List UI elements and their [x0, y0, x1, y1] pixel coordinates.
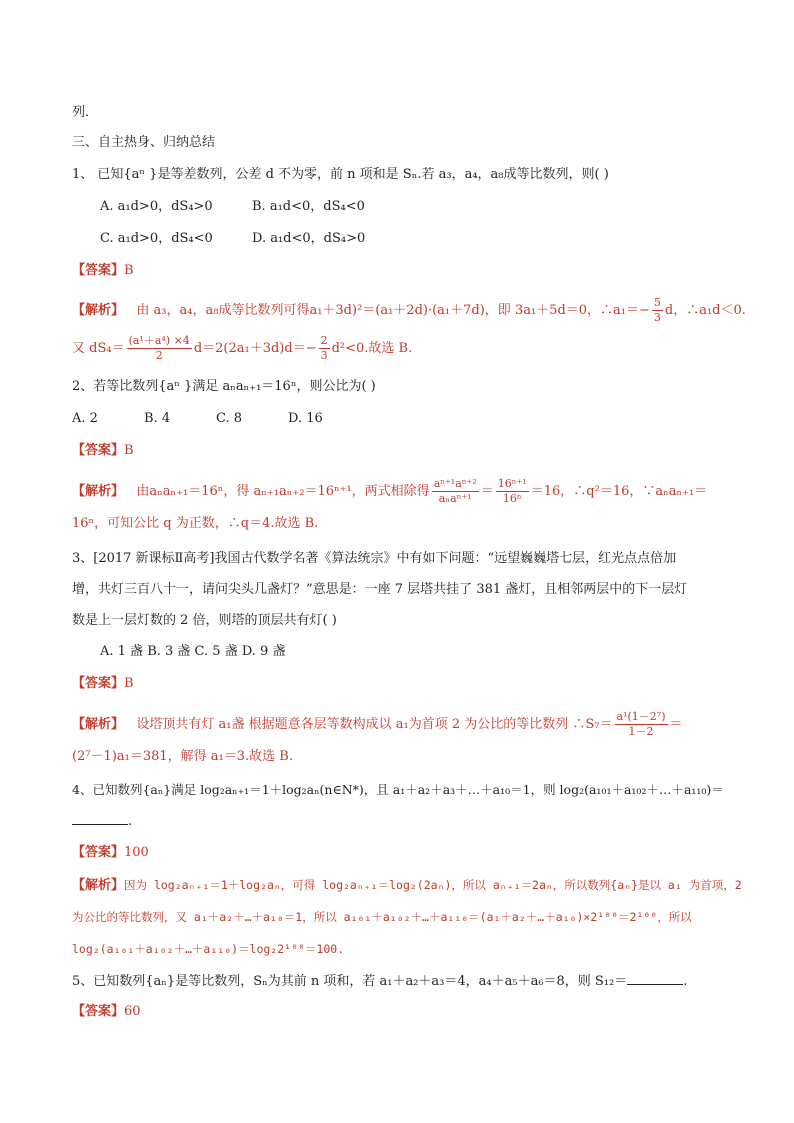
fraction-denominator: 1－2 [628, 725, 654, 738]
analysis-text: 由 a₃，a₄，a₈成等比数列可得a₁＋3d)²＝(a₁＋2d)·(a₁＋7d)，即 3a₁＋5d＝0，∴a₁＝− [136, 303, 650, 318]
q2-option-c: C. 8 [216, 411, 243, 426]
fraction-numerator: 16ⁿ⁺¹ [497, 477, 527, 490]
q5-stem [72, 972, 734, 992]
analysis-text: ＝ [669, 717, 683, 732]
q1-stem: 1、 已知{aⁿ }是等差数列，公差 d 不为零，前 n 项和是 Sₙ.若 a₃，a₄，a₈成等比数列，则( ) [72, 167, 609, 182]
q3-analysis-line-1 [72, 710, 734, 739]
continuation-text: 列． [72, 105, 99, 120]
analysis-text: d＝2(2a₁＋3d)d＝− [193, 341, 317, 356]
answer-blank[interactable] [627, 972, 683, 985]
q1-analysis-line-1 [72, 296, 746, 325]
analysis-tag: 【解析】 [72, 717, 125, 732]
q1-option-a: A. a₁d>0，dS₄>0 [100, 199, 213, 214]
q4-stem-line-2 [72, 812, 734, 832]
analysis-tag: 【解析】 [72, 878, 125, 893]
q2-option-b: B. 4 [144, 411, 171, 426]
answer-tag: 【答案】 [72, 676, 125, 691]
q1-option-c: C. a₁d>0，dS₄<0 [100, 231, 213, 246]
answer-value: 100 [124, 845, 149, 860]
q2-stem: 2、若等比数列{aⁿ }满足 aₙaₙ₊₁＝16ⁿ，则公比为( ) [72, 379, 376, 394]
q3-stem-line-2: 增，共灯三百八十一，请问尖头几盏灯？”意思是：一座 7 层塔共挂了 381 盏灯，且相邻两层中的下一层灯 [72, 582, 688, 597]
fraction [127, 334, 192, 363]
q1-analysis-line-2 [72, 334, 734, 363]
q1-answer [72, 261, 734, 281]
q2-answer [72, 441, 734, 461]
q3-stem-line-3: 数是上一层灯数的 2 倍，则塔的顶层共有灯( ) [72, 613, 337, 628]
fraction-denominator: aₙaⁿ⁺¹ [438, 492, 472, 505]
q4-answer [72, 843, 734, 863]
fraction [652, 296, 663, 325]
fraction-numerator: 2 [320, 334, 328, 347]
q2-analysis-line-1: 【解析】 由aₙaₙ₊₁＝16ⁿ，得 aₙ₊₁aₙ₊₂＝16ⁿ⁺¹，两式相除得 $\frac{\text{aⁿ⁺¹aⁿ⁺²}}{\text{aₙaⁿ⁺¹}}$ ＝ $\frac{\text{16ⁿ⁺¹}}{\text{16ⁿ}}$ ＝16，∴q²＝16，∵aₙaₙ₊₁＝ [72, 477, 708, 505]
q5-stem-text: 5、已知数列{aₙ}是等比数列，Sₙ为其前 n 项和，若 a₁＋a₂＋a₃＝4，a₄＋a₅＋a₆＝8，则 S₁₂＝ [72, 974, 628, 989]
fraction [496, 477, 529, 506]
analysis-text: 由aₙaₙ₊₁＝16ⁿ，得 aₙ₊₁aₙ₊₂＝16ⁿ⁺¹，两式相除得 [136, 484, 430, 499]
answer-value: B [124, 676, 134, 691]
analysis-text: 又 dS₄＝ [72, 341, 125, 356]
punctuation: . [128, 814, 133, 829]
q3-stem-line-1: 3、[2017 新课标Ⅱ高考]我国古代数学名著《算法统宗》中有如下问题：“远望巍巍塔七层，红光点点倍加 [72, 551, 677, 566]
q2-option-d: D. 16 [288, 411, 323, 426]
answer-value: B [124, 443, 134, 458]
analysis-tag: 【解析】 [72, 484, 125, 499]
fraction-numerator: 5 [653, 296, 661, 309]
fraction-numerator: aⁿ⁺¹aⁿ⁺² [433, 477, 477, 490]
fraction-denominator: 16ⁿ [502, 492, 522, 505]
section-title: 三、自主热身、归纳总结 [72, 135, 216, 150]
q2-analysis-line-2: 16ⁿ，可知公比 q 为正数，∴q＝4.故选 B. [72, 516, 319, 531]
q3-analysis-line-2: (2⁷－1)a₁＝381，解得 a₁＝3.故选 B. [72, 749, 293, 764]
fraction-numerator: (a¹＋a⁴) ×4 [128, 334, 190, 347]
fraction-denominator: 3 [320, 349, 328, 362]
q4-analysis-line-3: log₂(a₁₀₁＋a₁₀₂＋…＋a₁₁₀)＝log₂2¹⁰⁰＝100. [72, 942, 345, 956]
fraction-numerator: a¹(1－2⁷) [616, 710, 666, 723]
answer-value: B [124, 263, 134, 278]
answer-blank[interactable] [72, 812, 128, 825]
q5-answer [72, 1002, 734, 1022]
q4-stem-line-1: 4、已知数列{aₙ}满足 log₂aₙ₊₁＝1＋log₂aₙ(n∈N*)，且 a₁＋a₂＋a₃＋…＋a₁₀＝1，则 log₂(a₁₀₁＋a₁₀₂＋…＋a₁₁₀)＝ [72, 782, 724, 797]
q1-option-b: B. a₁d<0，dS₄<0 [252, 199, 365, 214]
fraction [319, 334, 330, 363]
q3-answer [72, 674, 734, 694]
fraction-denominator: 3 [653, 311, 661, 324]
q3-options: A. 1 盏 B. 3 盏 C. 5 盏 D. 9 盏 [100, 644, 286, 659]
answer-tag: 【答案】 [72, 1004, 125, 1019]
q4-analysis-line-2: 为公比的等比数列，又 a₁＋a₂＋…＋a₁₀＝1，所以 a₁₀₁＋a₁₀₂＋…＋a₁₁₀＝(a₁＋a₂＋…＋a₁₀)×2¹⁰⁰＝2¹⁰⁰，所以 [72, 910, 692, 924]
answer-tag: 【答案】 [72, 443, 125, 458]
answer-value: 60 [124, 1004, 141, 1019]
analysis-text: d，∴a₁d＜0. [664, 303, 746, 318]
q1-option-d: D. a₁d<0，dS₄>0 [252, 231, 366, 246]
analysis-text: 因为 log₂aₙ₊₁＝1＋log₂aₙ，可得 log₂aₙ₊₁＝log₂(2aₙ)，所以 aₙ₊₁＝2aₙ，所以数列{aₙ}是以 a₁ 为首项，2 [124, 878, 742, 892]
analysis-tag: 【解析】 [72, 303, 125, 318]
analysis-text: ＝16，∴q²＝16，∵aₙaₙ₊₁＝ [530, 484, 708, 499]
analysis-text: d²<0.故选 B. [331, 341, 413, 356]
q2-option-a: A. 2 [72, 411, 98, 426]
punctuation: . [683, 974, 688, 989]
answer-tag: 【答案】 [72, 263, 125, 278]
fraction [432, 477, 479, 506]
fraction [615, 710, 668, 739]
answer-tag: 【答案】 [72, 845, 125, 860]
q4-analysis-line-1 [72, 875, 742, 896]
analysis-text: 设塔顶共有灯 a₁盏 根据题意各层等数构成以 a₁为首项 2 为公比的等比数列 ∴S₇＝ [136, 717, 613, 732]
fraction-denominator: 2 [155, 349, 163, 362]
